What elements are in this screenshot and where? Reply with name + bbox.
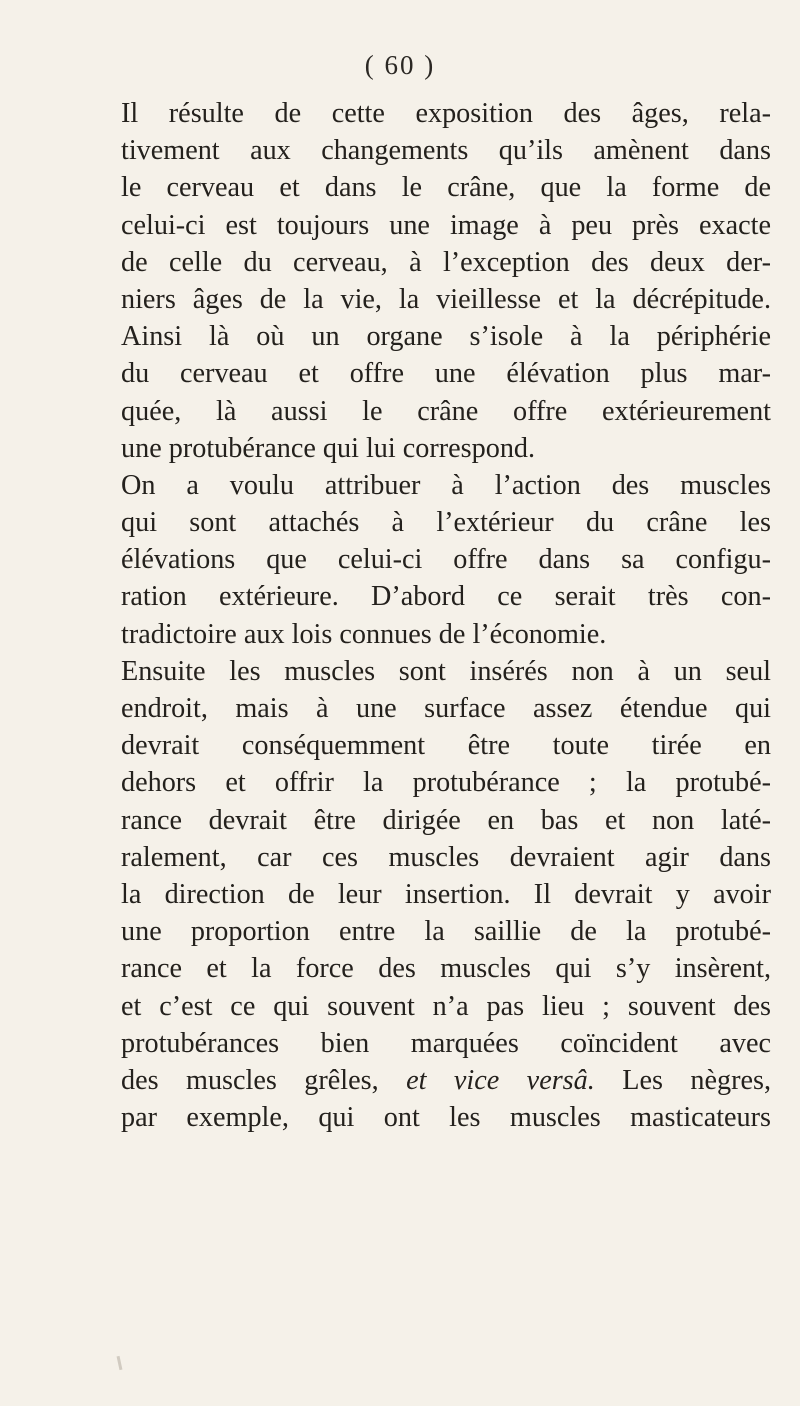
text-line: protubérances bien marquées coïncident avec <box>121 1027 771 1059</box>
text-line: celui-ci est toujours une image à peu près exacte <box>121 209 771 241</box>
text-line: qui sont attachés à l’extérieur du crâne les <box>121 507 771 539</box>
text-line: la direction de leur insertion. Il devrait y avoir <box>121 878 771 910</box>
text-line: rance devrait être dirigée en bas et non laté- <box>121 804 771 836</box>
text-line: ration extérieure. D’abord ce serait très con- <box>121 581 771 613</box>
text-line: Ensuite les muscles sont insérés non à un seul <box>121 655 771 687</box>
text-line: On a voulu attribuer à l’action des muscles <box>121 469 771 501</box>
text-line: de celle du cerveau, à l’exception des deux der- <box>121 246 771 278</box>
text-line: niers âges de la vie, la vieillesse et la décrépitude. <box>121 283 771 315</box>
text-line: tivement aux changements qu’ils amènent dans <box>121 135 771 167</box>
text-line: quée, là aussi le crâne offre extérieurement <box>121 395 771 427</box>
page-number: ( 60 ) <box>364 50 436 80</box>
text-line: par exemple, qui ont les muscles masticateurs <box>121 1102 771 1134</box>
italic-phrase: et vice versâ. <box>406 1064 595 1096</box>
text-line: dehors et offrir la protubérance ; la protubé- <box>121 767 771 799</box>
text-line: rance et la force des muscles qui s’y insèrent, <box>121 953 771 985</box>
text-line: endroit, mais à une surface assez étendue qui <box>121 693 771 724</box>
text-line: ralement, car ces muscles devraient agir dans <box>121 841 771 873</box>
text-line: du cerveau et offre une élévation plus mar- <box>121 358 771 390</box>
text-line-mixed <box>121 1062 771 1099</box>
text-line: élévations que celui-ci offre dans sa configu- <box>121 544 771 576</box>
text-segment: Les nègres, <box>594 1064 771 1096</box>
paper-mark <box>117 1356 123 1370</box>
text-line: une proportion entre la saillie de la protubé- <box>121 916 771 948</box>
text-line: Ainsi là où un organe s’isole à la périphérie <box>121 321 771 353</box>
text-line: tradictoire aux lois connues de l’économie. <box>121 618 607 650</box>
text-line: et c’est ce qui souvent n’a pas lieu ; souvent des <box>121 990 771 1022</box>
text-line: Il résulte de cette exposition des âges, rela- <box>121 98 771 129</box>
text-line: le cerveau et dans le crâne, que la forme de <box>121 172 771 204</box>
text-line: devrait conséquemment être toute tirée en <box>121 730 771 762</box>
body-text <box>121 95 771 1136</box>
text-segment: des muscles grêles, <box>121 1064 407 1096</box>
text-line: une protubérance qui lui correspond. <box>121 432 536 464</box>
